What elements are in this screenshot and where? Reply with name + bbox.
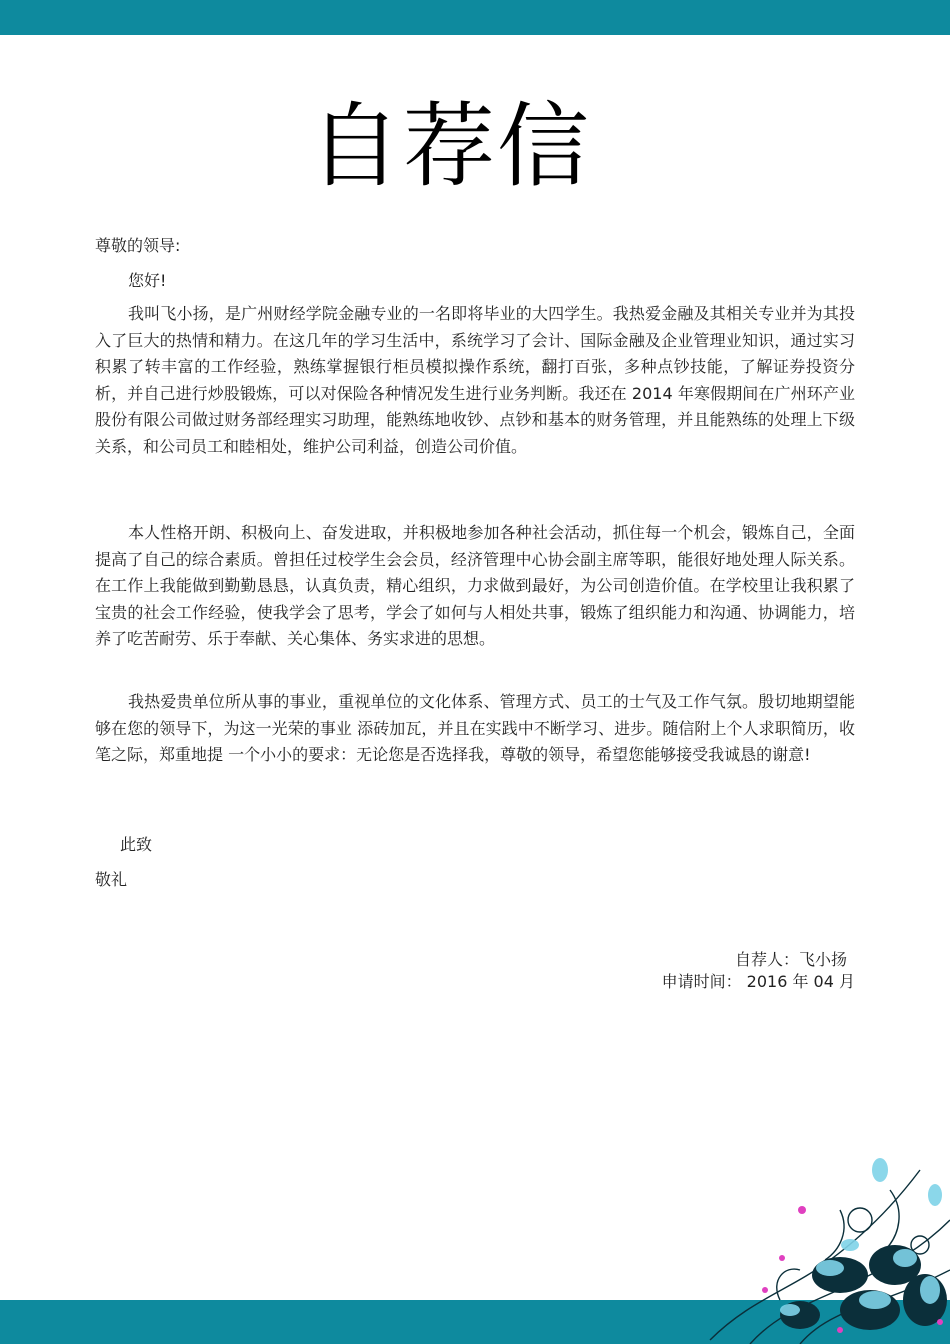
top-band	[0, 0, 950, 35]
paragraph-3: 我热爱贵单位所从事的事业，重视单位的文化体系、管理方式、员工的士气及工作气氛。殷切地期望能够在您的领导下，为这一光荣的事业 添砖加瓦，并且在实践中不断学习、进步。随信附上个人求职简历，收笔之际，郑重地提 一个小小的要求：无论您是否选择我，尊敬的领导，希望您能够接受我诚恳的谢意!	[95, 692, 855, 764]
closing-line-1: 此致	[120, 835, 153, 854]
greeting: 您好!	[128, 271, 167, 290]
page-title: 自荐信	[308, 93, 591, 200]
floral-decoration	[690, 1150, 950, 1344]
paragraph-2: 本人性格开朗、积极向上、奋发进取，并积极地参加各种社会活动，抓住每一个机会，锻炼自己，全面提高了自己的综合素质。曾担任过校学生会会员，经济管理中心协会副主席等职，能很好地处理人际关系。在工作上我能做到勤勤恳恳，认真负责，精心组织，力求做到最好，为公司创造价值。在学校里让我积累了宝贵的社会工作经验，使我学会了思考，学会了如何与人相处共事，锻炼了组织能力和沟通、协调能力，培养了吃苦耐劳、乐于奉献、关心集体、务实求进的思想。	[95, 523, 855, 648]
paragraph-1: 我叫飞小扬，是广州财经学院金融专业的一名即将毕业的大四学生。我热爱金融及其相关专业并为其投入了巨大的热情和精力。在这几年的学习生活中，系统学习了会计、国际金融及企业管理业知识，通过实习积累了转丰富的工作经验，熟练掌握银行柜员模拟操作系统，翻打百张，多种点钞技能，了解证券投资分析，并自己进行炒股锻炼，可以对保险各种情况发生进行业务判断。我还在 2014 年寒假期间在广州环产业股份有限公司做过财务部经理实习助理，能熟练地收钞、点钞和基本的财务管理，并且能熟练的处理上下级关系，和公司员工和睦相处，维护公司利益，创造公司价值。	[95, 304, 855, 456]
signature-date: 申请时间： 2016 年 04 月	[661, 972, 855, 991]
salutation: 尊敬的领导:	[95, 236, 181, 255]
signature-name: 自荐人：飞小扬	[734, 950, 847, 969]
closing-line-2: 敬礼	[95, 870, 128, 889]
